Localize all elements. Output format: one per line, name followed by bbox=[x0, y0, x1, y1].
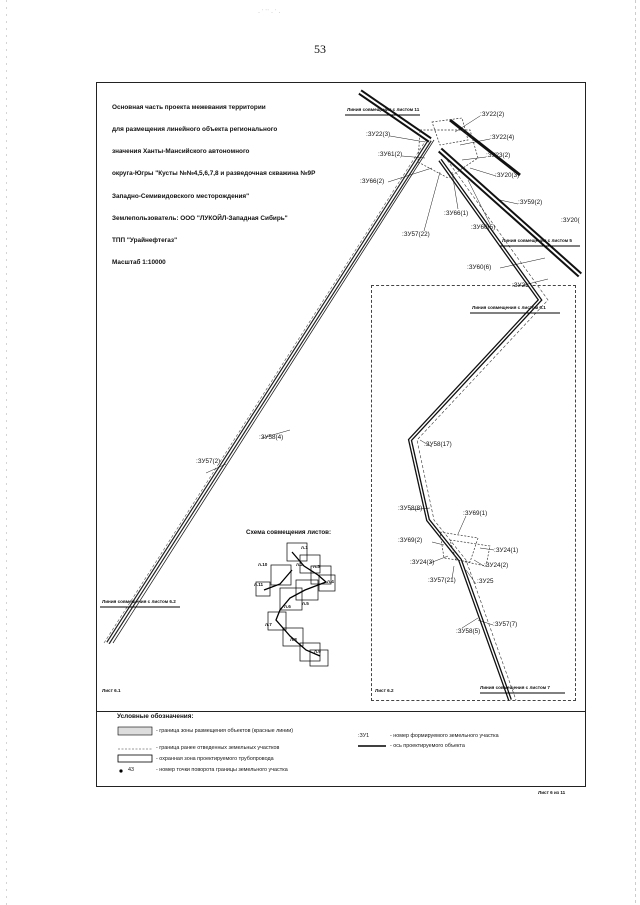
turn-point-dot bbox=[119, 769, 122, 772]
scheme-title: Схема совмещения листов: bbox=[246, 529, 332, 536]
scheme-sheet-label: л.11 bbox=[254, 582, 264, 587]
header-line: для размещения линейного объекта регионального bbox=[112, 126, 278, 134]
scheme-sheet-label: л.3 bbox=[313, 564, 320, 569]
scheme-sheet-label: л.6 bbox=[284, 604, 291, 609]
parcel-label: :ЗУ60(5) bbox=[471, 224, 496, 231]
header-line: Западно-Семивидовского месторождения" bbox=[112, 192, 250, 200]
pipeline-zone-swatch bbox=[118, 755, 152, 762]
match-line-sheet-6-2: Линия совмещения с листом 6.2 bbox=[102, 599, 176, 604]
match-line-sheet-11: Линия совмещения с листом 11 bbox=[347, 107, 420, 112]
sheet-label-6-1: Лист 6.1 bbox=[102, 688, 121, 693]
scheme-sheet-label: л.7 bbox=[265, 622, 272, 627]
legend-axis-desc: - ось проектируемого объекта bbox=[390, 743, 465, 749]
parcel-label: :ЗУ21 bbox=[512, 282, 529, 289]
parcel-label: :ЗУ57(21) bbox=[428, 577, 456, 584]
parcel-label: :ЗУ61(2) bbox=[378, 151, 403, 158]
legend-title: Условные обозначения: bbox=[117, 713, 194, 720]
legend-point-sample: 43 bbox=[128, 767, 134, 773]
scheme-sheet-label: л.1 bbox=[301, 545, 308, 550]
scheme-sheet-label: л.2 bbox=[296, 562, 303, 567]
legend-prior-parcels: - граница ранее отведенных земельных участков bbox=[156, 745, 280, 751]
parcel-label: :ЗУ57(7) bbox=[493, 621, 518, 628]
parcel-label: :ЗУ69(1) bbox=[463, 510, 488, 517]
scan-marks: · ˙ ˙˙ · ˙ · bbox=[258, 10, 281, 16]
parcel-label: :ЗУ57(2) bbox=[196, 458, 221, 465]
parcel-label: :ЗУ58(5) bbox=[456, 628, 481, 635]
pipeline-corridor-right bbox=[440, 120, 580, 275]
parcel-label: :ЗУ20(3) bbox=[495, 172, 520, 179]
parcel-label: :ЗУ69(2) bbox=[398, 537, 423, 544]
scheme-sheet-label: л.4 bbox=[327, 579, 334, 584]
sheet-footer: Лист 6 из 11 bbox=[538, 790, 566, 795]
parcel-label: :ЗУ22(4) bbox=[490, 134, 515, 141]
parcel-label: :ЗУ58(4) bbox=[259, 434, 284, 441]
parcel-label: :ЗУ66(1) bbox=[444, 210, 469, 217]
parcel-label: :ЗУ23(2) bbox=[486, 152, 511, 159]
legend-parcel-sample: :ЗУ1 bbox=[358, 733, 370, 739]
red-lines-swatch bbox=[118, 727, 152, 735]
parcel-label: :ЗУ24(3) bbox=[410, 559, 435, 566]
header-line: округа-Югры "Кусты №№4,5,6,7,8 и разведочная скважина №9Р bbox=[112, 170, 316, 178]
scheme-sheet-label: л.5 bbox=[302, 601, 309, 606]
header-line: значения Ханты-Мансийского автономного bbox=[112, 148, 250, 156]
legend-pipeline-zone: - охранная зона проектируемого трубопровода bbox=[156, 756, 274, 762]
legend-parcel-desc: - номер формируемого земельного участка bbox=[390, 733, 499, 739]
parcel-label: :ЗУ59(2) bbox=[518, 199, 543, 206]
scheme-sheet-label: л.9 bbox=[314, 649, 321, 654]
match-line-sheet-5: Линия совмещения с листом 5 bbox=[502, 238, 572, 243]
header-line: ТПП "Урайнефтегаз" bbox=[112, 237, 178, 245]
legend-red-lines: - граница зоны размещения объектов (красные линии) bbox=[156, 728, 294, 734]
sheet-label-6-2: Лист 6.2 bbox=[375, 688, 394, 693]
map-header bbox=[112, 89, 315, 274]
parcel-label: :ЗУ25 bbox=[477, 578, 494, 585]
parcel-label: :ЗУ22(3) bbox=[366, 131, 391, 138]
header-line: Основная часть проекта межевания территории bbox=[112, 103, 266, 111]
parcel-label: :ЗУ60(6) bbox=[467, 264, 492, 271]
parcel-label: :ЗУ58(8) bbox=[398, 505, 423, 512]
legend-point-desc: - номер точки поворота границы земельного участка bbox=[156, 767, 288, 773]
parcel-label: :ЗУ22(2) bbox=[480, 111, 505, 118]
scheme-sheet-label: л.8 bbox=[290, 637, 297, 642]
match-line-sheet-7: Линия совмещения с листом 7 bbox=[480, 685, 550, 690]
parcel-label: :ЗУ58(17) bbox=[424, 441, 452, 448]
parcel-label: :ЗУ24(1) bbox=[494, 547, 519, 554]
match-line-sheet-6-1: Линия совмещения с листом 6.1 bbox=[472, 305, 546, 310]
header-line: Масштаб 1:10000 bbox=[112, 259, 166, 267]
parcel-label: :ЗУ57(22) bbox=[402, 231, 430, 238]
page-number: 53 bbox=[314, 42, 326, 56]
parcel-label: :ЗУ20( bbox=[561, 217, 580, 224]
parcel-label: :ЗУ24(2) bbox=[484, 562, 509, 569]
header-line: Землепользователь: ООО "ЛУКОЙЛ-Западная Сибирь" bbox=[112, 214, 288, 222]
scheme-sheet-label: л.10 bbox=[258, 562, 268, 567]
parcel-label: :ЗУ66(2) bbox=[360, 178, 385, 185]
